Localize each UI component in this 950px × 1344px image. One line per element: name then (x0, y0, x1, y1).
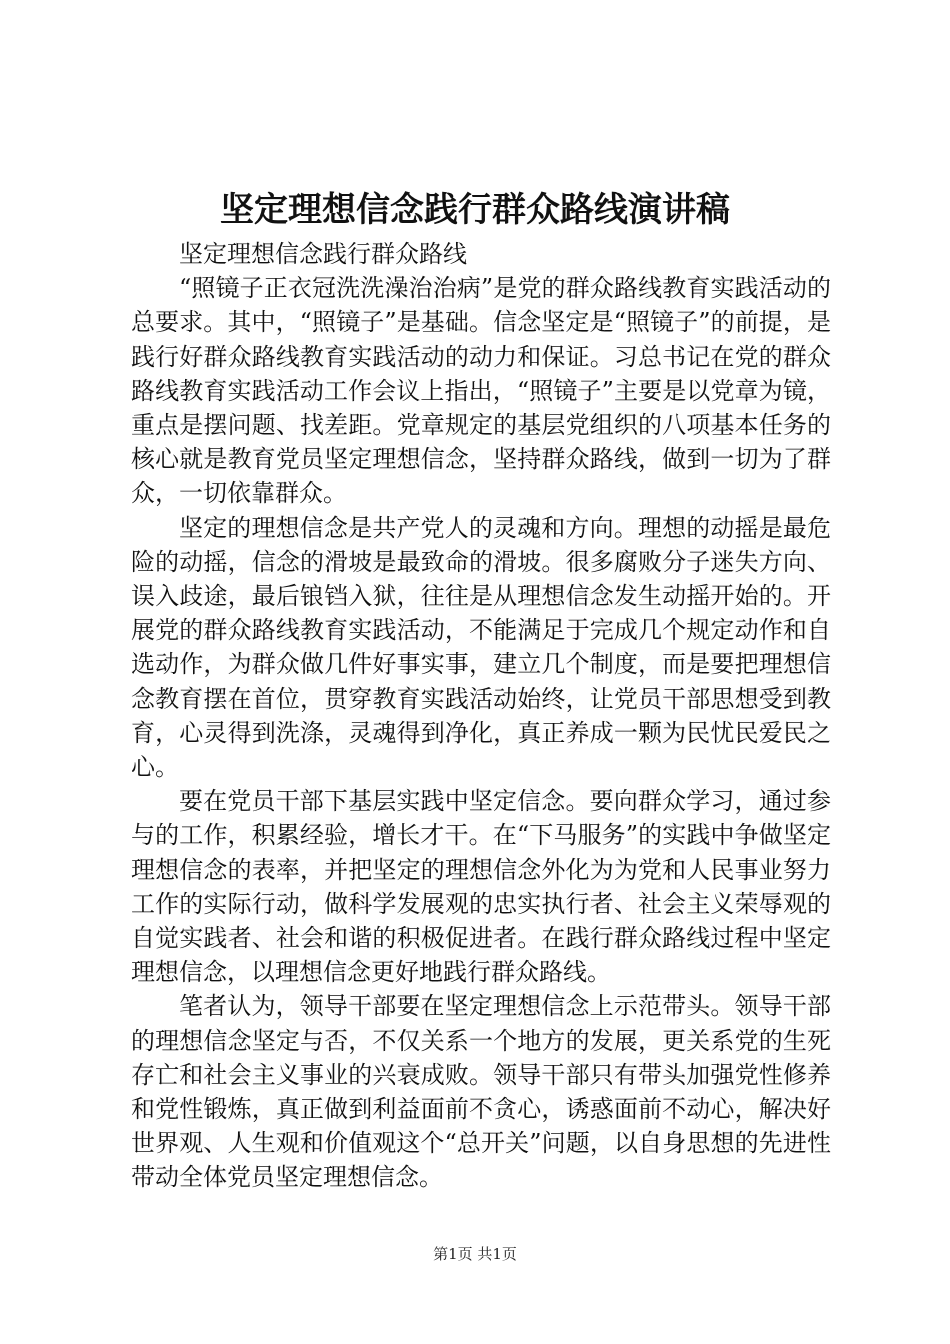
page-footer: 第1页 共1页 (433, 1245, 517, 1263)
body-paragraph-2: 坚定的理想信念是共产党人的灵魂和方向。理想的动摇是最危险的动摇，信念的滑坡是最致命的滑坡。很多腐败分子迷失方向、误入歧途，最后锒铛入狱，往往是从理想信念发生动摇开始的。开展党的群众路线教育实践活动，不能满足于完成几个规定动作和自选动作，为群众做几件好事实事，建立几个制度，而是要把理想信念教育摆在首位，贯穿教育实践活动始终，让党员干部思想受到教育，心灵得到洗涤，灵魂得到净化，真正养成一颗为民忧民爱民之心。 (131, 513, 831, 782)
body-paragraph-1: “照镜子正衣冠洗洗澡治治病”是党的群众路线教育实践活动的总要求。其中，“照镜子”是基础。信念坚定是“照镜子”的前提，是践行好群众路线教育实践活动的动力和保证。习总书记在党的群众路线教育实践活动工作会议上指出，“照镜子”主要是以党章为镜，重点是摆问题、找差距。党章规定的基层党组织的八项基本任务的核心就是教育党员坚定理想信念，坚持群众路线，做到一切为了群众，一切依靠群众。 (131, 274, 831, 508)
body-paragraph-3: 要在党员干部下基层实践中坚定信念。要向群众学习，通过参与的工作，积累经验，增长才干。在“下马服务”的实践中争做坚定理想信念的表率，并把坚定的理想信念外化为为党和人民事业努力工作的实际行动，做科学发展观的忠实执行者、社会主义荣辱观的自觉实践者、社会和谐的积极促进者。在践行群众路线过程中坚定理想信念，以理想信念更好地践行群众路线。 (131, 787, 831, 987)
body-paragraph-4: 笔者认为，领导干部要在坚定理想信念上示范带头。领导干部的理想信念坚定与否，不仅关系一个地方的发展，更关系党的生死存亡和社会主义事业的兴衰成败。领导干部只有带头加强党性修养和党性锻炼，真正做到利益面前不贪心，诱惑面前不动心，解决好世界观、人生观和价值观这个“总开关”问题，以自身思想的先进性带动全体党员坚定理想信念。 (131, 992, 831, 1192)
document-body (131, 237, 831, 1195)
document-subtitle: 坚定理想信念践行群众路线 (179, 240, 467, 268)
document-title: 坚定理想信念践行群众路线演讲稿 (220, 190, 730, 230)
